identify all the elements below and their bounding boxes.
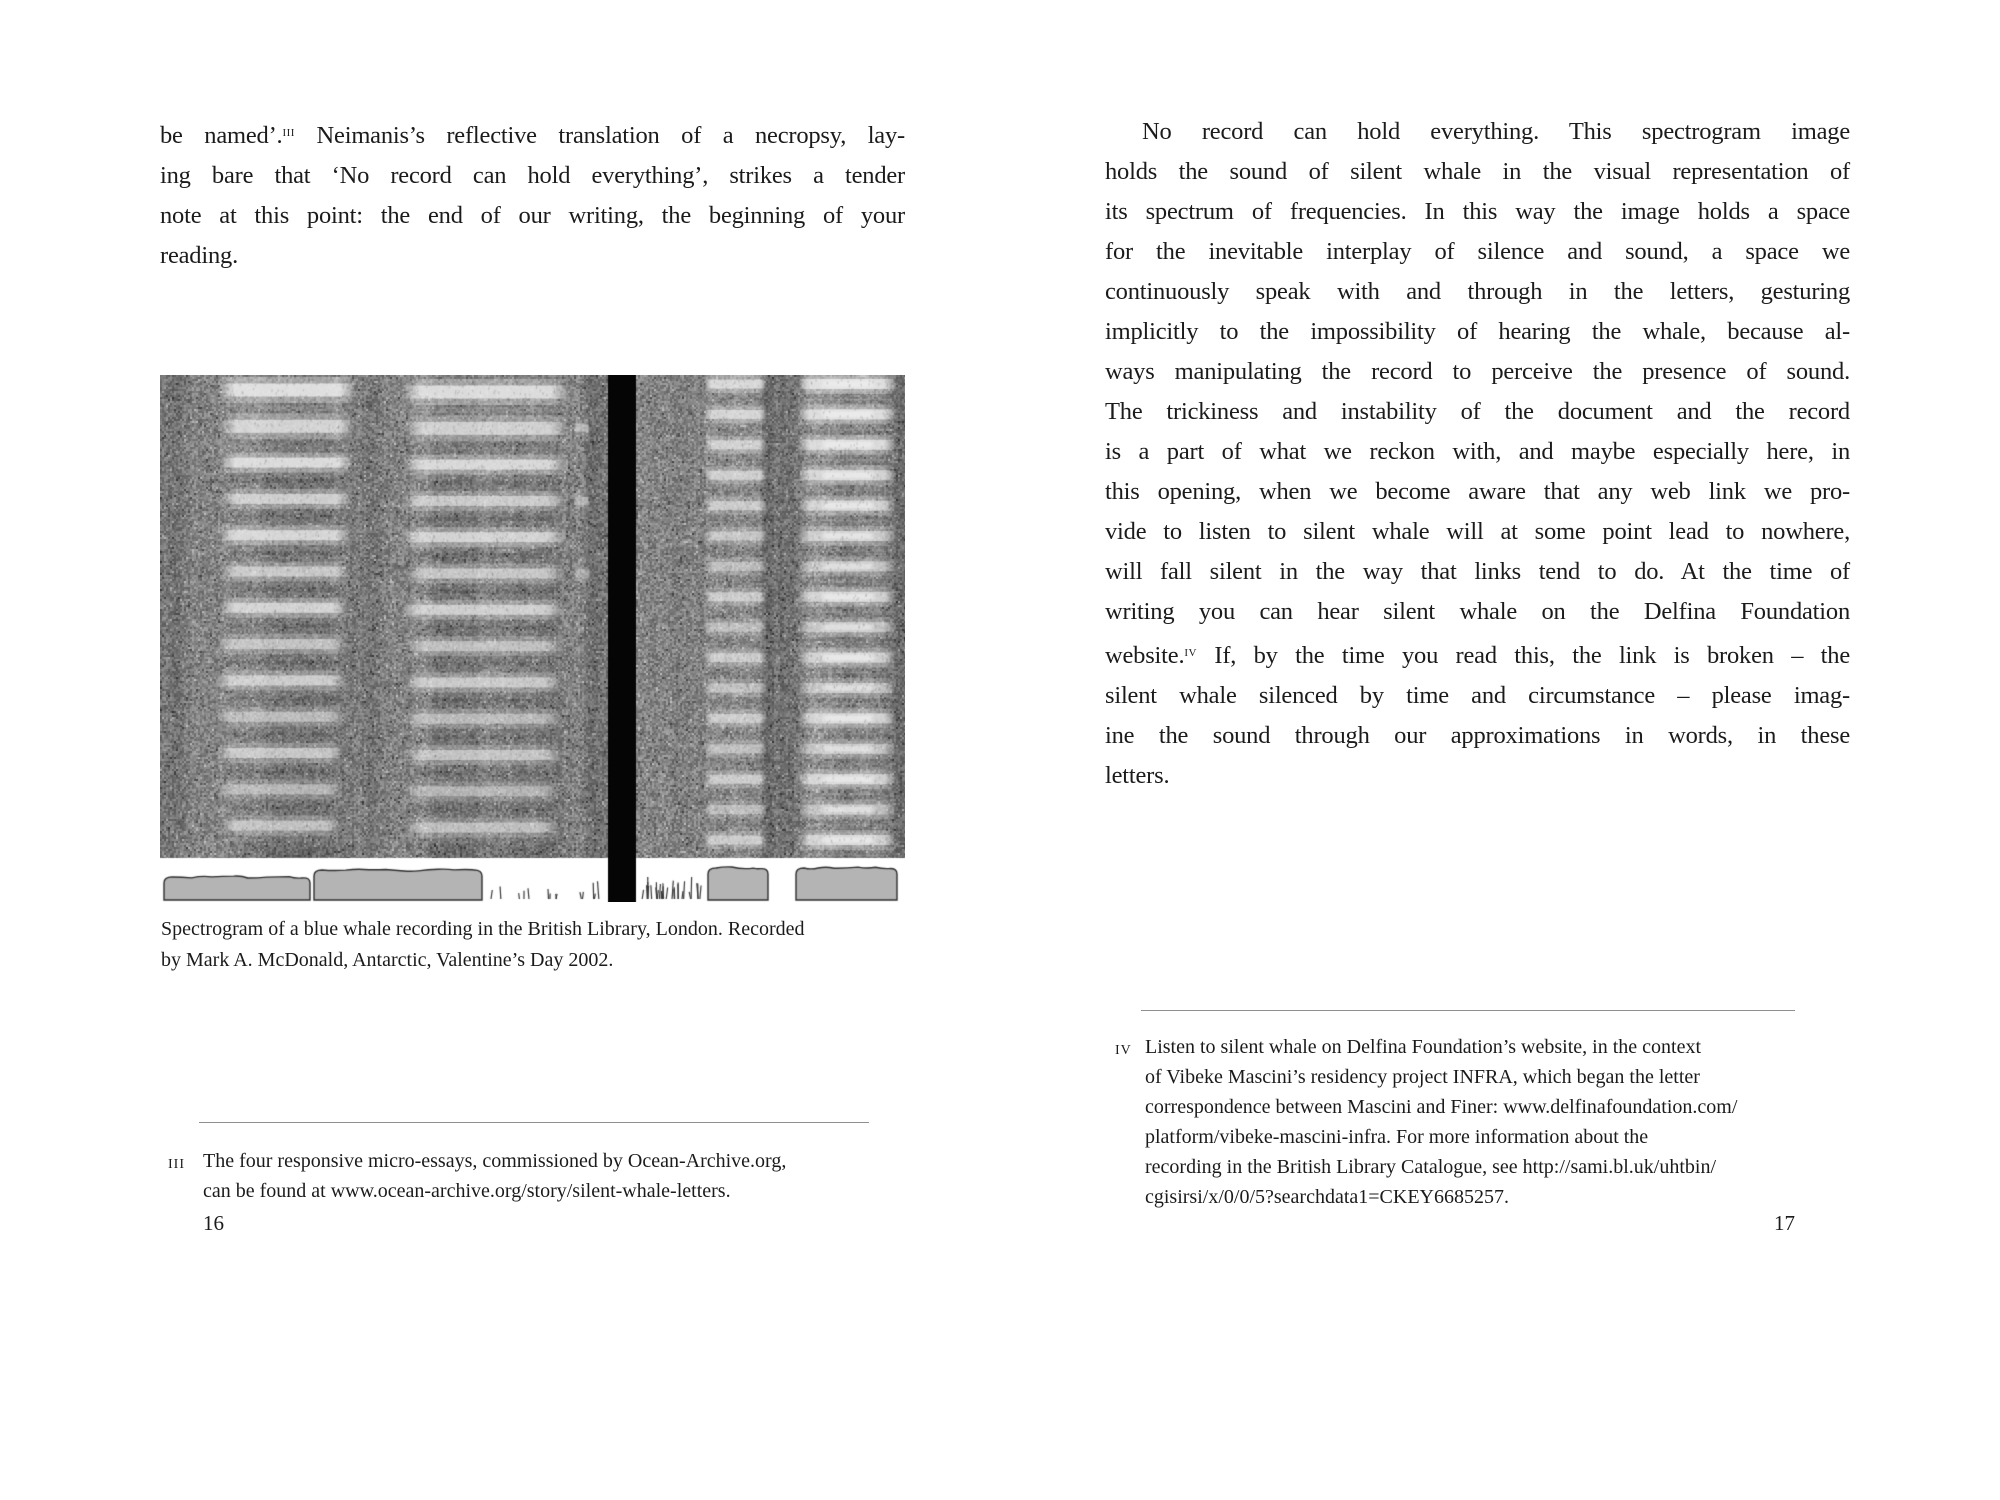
footnote-rule-right — [1141, 1010, 1795, 1011]
footnote-text-iii — [160, 1146, 905, 1206]
text-line: be named’.$^{iii}$ Neimanis’s reflective translation of a necropsy, lay- — [160, 122, 905, 149]
text-line: note at this point: the end of our writing, the beginning of your — [160, 202, 905, 229]
footnote-line: platform/vibeke-mascini-infra. For more information about the — [1145, 1126, 1649, 1148]
text-line: No record can hold everything. This spectrogram image — [1142, 118, 1850, 145]
footnote-text-iv — [1105, 1032, 1850, 1212]
spectrogram-image — [160, 375, 905, 902]
text-line: The trickiness and instability of the document and the record — [1105, 398, 1850, 425]
footnote-iii — [160, 1146, 905, 1206]
footnote-rule-left — [199, 1122, 869, 1123]
page-number-left: 16 — [203, 1211, 224, 1235]
text-line: holds the sound of silent whale in the visual representation of — [1105, 158, 1850, 185]
text-line: ine the sound through our approximations in words, in these — [1105, 722, 1850, 749]
page-number-right: 17 — [1774, 1211, 1795, 1235]
text-line: ways manipulating the record to perceive the presence of sound. — [1105, 358, 1850, 385]
footnote-line: of Vibeke Mascini’s residency project INFRA, which began the letter — [1145, 1066, 1700, 1088]
footnote-line: can be found at www.ocean-archive.org/story/silent-whale-letters. — [203, 1180, 731, 1202]
text-line: ing bare that ‘No record can hold everything’, strikes a tender — [160, 162, 905, 189]
text-line: writing you can hear silent whale on the Delfina Foundation — [1105, 598, 1850, 625]
caption-line: by Mark A. McDonald, Antarctic, Valentine’s Day 2002. — [161, 949, 614, 971]
caption-line: Spectrogram of a blue whale recording in the British Library, London. Recorded — [161, 918, 805, 940]
footnote-marker-iv: iv — [1115, 1037, 1132, 1059]
footnote-iv — [1105, 1032, 1850, 1212]
text-line: this opening, when we become aware that any web link we pro- — [1105, 478, 1850, 505]
text-line: is a part of what we reckon with, and maybe especially here, in — [1105, 438, 1850, 465]
footnote-line: The four responsive micro-essays, commissioned by Ocean-Archive.org, — [203, 1150, 787, 1172]
figure-caption — [161, 914, 805, 976]
text-line: silent whale silenced by time and circumstance – please imag- — [1105, 682, 1850, 709]
text-line: implicitly to the impossibility of hearing the whale, because al- — [1105, 318, 1850, 345]
footnote-line: Listen to silent whale on Delfina Foundation’s website, in the context — [1145, 1036, 1702, 1058]
paragraph-left — [160, 112, 905, 276]
footnote-marker-iii: iii — [168, 1151, 185, 1173]
text-line: for the inevitable interplay of silence and sound, a space we — [1105, 238, 1850, 265]
text-line: its spectrum of frequencies. In this way the image holds a space — [1105, 198, 1850, 225]
text-line: reading. — [160, 242, 238, 269]
footnote-line: cgisirsi/x/0/0/5?searchdata1=CKEY6685257. — [1145, 1186, 1509, 1208]
text-line: letters. — [1105, 762, 1170, 789]
text-line: vide to listen to silent whale will at some point lead to nowhere, — [1105, 518, 1850, 545]
text-line: will fall silent in the way that links tend to do. At the time of — [1105, 558, 1850, 585]
text-line: continuously speak with and through in the letters, gesturing — [1105, 278, 1850, 305]
text-line: website.$^{iv}$ If, by the time you read this, the link is broken – the — [1105, 642, 1850, 669]
footnote-line: correspondence between Mascini and Finer: www.delfinafoundation.com/ — [1145, 1096, 1738, 1118]
footnote-line: recording in the British Library Catalogue, see http://sami.bl.uk/uhtbin/ — [1145, 1156, 1717, 1178]
paragraph-right — [1105, 112, 1850, 796]
